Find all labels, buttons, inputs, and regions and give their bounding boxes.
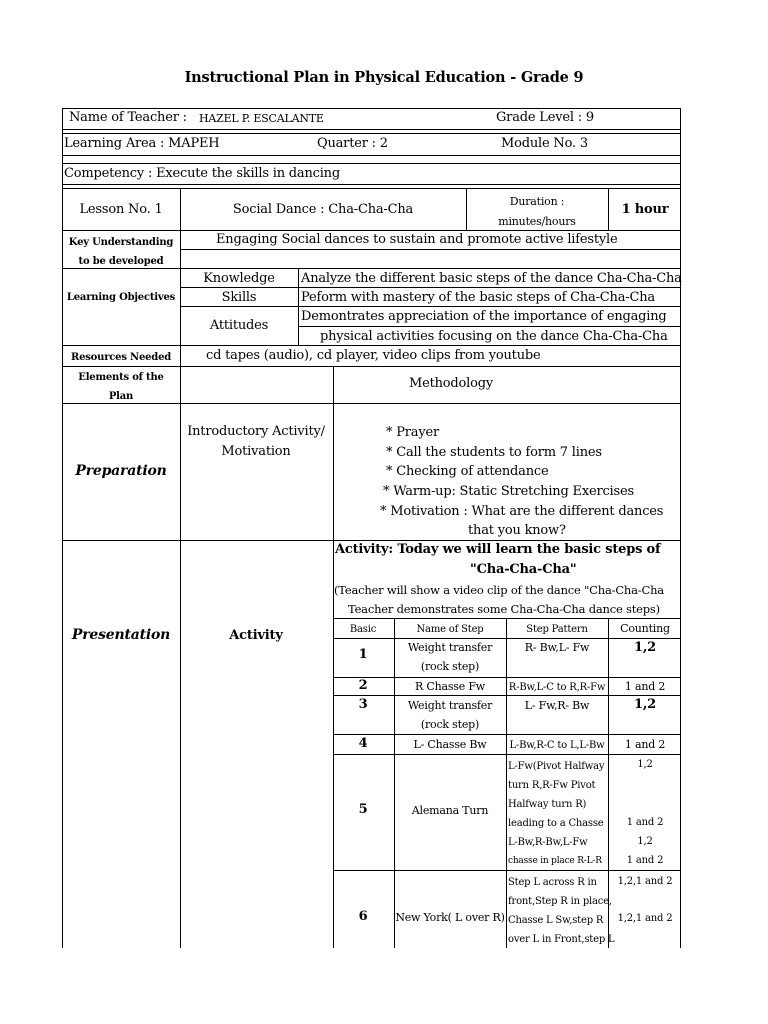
table-row-counting: 1 and 2 [626,817,664,828]
skills-text: Peform with mastery of the basic steps of Cha-Cha-Cha [301,290,655,305]
table-row-name-2: (rock step) [420,718,480,731]
module-no: Module No. 3 [501,136,588,151]
table-row-counting: 1 and 2 [624,738,666,751]
skills-label: Skills [221,290,257,305]
activity-intro: Activity: Today we will learn the basic steps of [335,542,661,557]
activity-note: (Teacher will show a video clip of the dance "Cha-Cha-Cha [334,583,664,597]
table-row-pattern: L-Bw,R-C to L,L-Bw [509,740,605,751]
attitudes-label: Attitudes [209,318,269,333]
key-understanding-text: Engaging Social dances to sustain and promote active lifestyle [216,232,618,247]
preparation-label: Preparation [75,463,167,479]
table-row-counting: 1,2 [637,759,653,770]
table-row-counting: 1,2 [637,836,653,847]
duration-unit: minutes/hours [498,215,576,228]
table-row-basic: 1 [358,647,368,662]
lesson-no: Lesson No. 1 [79,202,163,217]
table-row-pattern: Halfway turn R) [508,799,587,810]
activity-note-2: Teacher demonstrates some Cha-Cha-Cha dance steps) [348,602,660,616]
attitudes-text: Demontrates appreciation of the importance of engaging [301,309,667,324]
prep-item: * Warm-up: Static Stretching Exercises [383,484,634,499]
table-header-counting: Counting [620,622,670,635]
table-header-basic: Basic [349,624,377,635]
grade-level: Grade Level : 9 [496,110,594,125]
duration-value: 1 hour [621,202,669,217]
activity-intro-2: "Cha-Cha-Cha" [470,562,577,577]
table-row-counting: 1,2 [633,697,657,712]
table-row-basic: 3 [358,697,368,712]
table-row-name: Alemana Turn [411,804,489,817]
teacher-value: HAZEL P. ESCALANTE [199,112,324,125]
table-row-counting: 1,2,1 and 2 [617,913,673,924]
table-row-counting: 1,2,1 and 2 [617,876,673,887]
presentation-label: Presentation [71,627,171,643]
duration-label: Duration : [509,195,565,208]
table-row-basic: 2 [358,678,368,693]
introductory-activity: Introductory Activity/ [187,424,325,439]
page-title: Instructional Plan in Physical Education - Grade 9 [184,69,584,86]
key-understanding-label: Key Understanding [68,237,174,248]
learning-objectives-label: Learning Objectives [66,292,176,303]
table-row-pattern: front,Step R in place, [508,896,612,907]
quarter: Quarter : 2 [317,136,388,151]
elements-label: Elements of the [78,372,164,383]
table-row-name: Weight transfer [407,699,493,712]
elements-label-2: Plan [108,391,134,402]
key-understanding-label-2: to be developed [78,256,164,267]
table-row-pattern: L- Fw,R- Bw [524,699,590,712]
table-row-pattern: R-Bw,L-C to R,R-Fw [508,682,606,693]
prep-item: * Prayer [386,425,439,440]
table-row-pattern: L-Bw,R-Bw,L-Fw [508,837,588,848]
table-row-pattern: turn R,R-Fw Pivot [508,780,596,791]
competency: Competency : Execute the skills in dancing [64,166,340,181]
table-row-pattern: over L in Front,step L [508,934,615,945]
knowledge-label: Knowledge [203,271,275,286]
table-row-counting: 1,2 [633,640,657,655]
table-row-basic: 5 [358,802,368,817]
activity-label: Activity [229,628,283,643]
prep-item: * Call the students to form 7 lines [386,445,602,460]
table-row-pattern: R- Bw,L- Fw [524,641,590,654]
table-row-name: New York( L over R) [395,911,505,924]
table-row-pattern: Step L across R in [508,877,597,888]
table-row-basic: 4 [358,736,368,751]
table-row-pattern: chasse in place R-L-R [508,856,602,866]
table-row-basic: 6 [358,909,368,924]
prep-item: that you know? [468,523,566,538]
prep-item: * Motivation : What are the different dances [380,504,664,519]
resources-label: Resources Needed [70,352,172,363]
table-header-pattern: Step Pattern [526,624,588,635]
table-row-pattern: L-Fw(Pivot Halfway [508,761,605,772]
table-row-counting: 1 and 2 [626,855,664,866]
table-row-name: L- Chasse Bw [413,738,487,751]
table-row-counting: 1 and 2 [624,680,666,693]
motivation-label: Motivation [221,444,291,459]
table-row-name: Weight transfer [407,641,493,654]
prep-item: * Checking of attendance [386,464,549,479]
resources-text: cd tapes (audio), cd player, video clips from youtube [206,348,541,363]
table-row-pattern: Chasse L Sw,step R [508,915,604,926]
table-row-name: R Chasse Fw [415,680,485,693]
teacher-label: Name of Teacher : [69,110,187,125]
table-header-name: Name of Step [416,624,484,635]
attitudes-text-2: physical activities focusing on the dance Cha-Cha-Cha [320,329,668,344]
lesson-topic: Social Dance : Cha-Cha-Cha [232,202,414,217]
methodology-heading: Methodology [408,376,494,391]
knowledge-text: Analyze the different basic steps of the dance Cha-Cha-Cha [301,271,682,286]
table-row-name-2: (rock step) [420,660,480,673]
table-row-pattern: leading to a Chasse [508,818,604,829]
learning-area: Learning Area : MAPEH [64,136,220,151]
